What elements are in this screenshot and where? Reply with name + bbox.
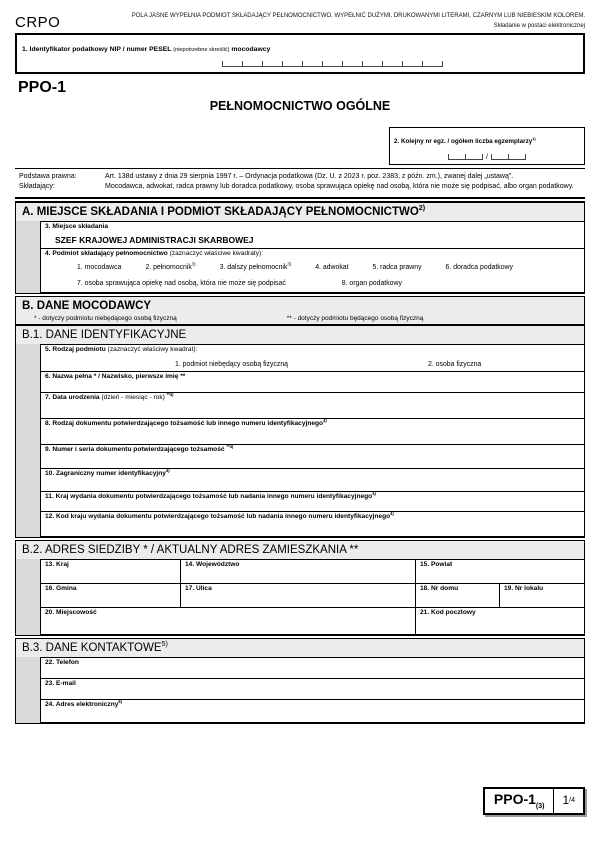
field-5-rodzaj-podmiotu (40, 344, 584, 372)
field-8-rodzaj-dokumentu[interactable] (40, 418, 584, 445)
option-pelnomocnik[interactable]: 2. pełnomocnik$^{3)}$ (145, 261, 196, 272)
option-dalszy-pelnomocnik[interactable]: 3. dalszy pełnomocnik$^{3)}$ (219, 261, 292, 272)
option-osoba-sprawujaca-opieke[interactable]: 7. osoba sprawująca opiekę nad osobą, która nie może się podpisać (77, 280, 286, 288)
page-header (0, 0, 600, 32)
submitter-text: Mocodawca, adwokat, radca prawny lub doradca podatkowy, osoba sprawująca opiekę nad osobą, która nie może się podpisać, albo organ podatkowy. (105, 183, 574, 191)
section-b1-body (16, 344, 584, 537)
option-mocodawca[interactable]: 1. mocodawca (77, 264, 122, 272)
footer-form-symbol: PPO-$1_{(3)}$ (485, 789, 555, 813)
field-8-label: 8. Rodzaj dokumentu potwierdzającego tożsamość lub innego numeru identyfikacyjnego$^{4)}$ (45, 417, 327, 428)
field-1-nip-pesel[interactable] (15, 33, 585, 74)
section-b1 (15, 325, 585, 538)
field-2-label: 2. Kolejny nr egz. / ogółem liczba egzemplarzy$^{1)}$ (394, 136, 536, 146)
field-4-label: 4. Podmiot składający pełnomocnictwo (zaznaczyć właściwe kwadraty): (45, 250, 264, 258)
option-podmiot-niebedacy-osoba-fizyczna[interactable]: 1. podmiot niebędący osobą fizyczną (175, 361, 288, 369)
field-21-kod-pocztowy[interactable]: 21. Kod pocztowy (416, 608, 584, 634)
copy-number-input-cells[interactable]: / (394, 154, 580, 160)
section-b1-title: B.1. DANE IDENTYFIKACYJNE (16, 326, 584, 344)
section-b3 (15, 638, 585, 724)
legal-basis-label: Podstawa prawna: (19, 173, 77, 181)
section-a-title: A. MIEJSCE SKŁADANIA I PODMIOT SKŁADAJĄCY PEŁNOMOCNICTWO$^{2)}$ (16, 203, 584, 221)
field-1-label: 1. Identyfikator podatkowy NIP / numer PESEL (niepotrzebne skreślić) mocodawcy (22, 46, 271, 54)
field-18-nr-domu[interactable]: 18. Nr domu (416, 584, 499, 607)
section-b (15, 296, 585, 325)
option-adwokat[interactable]: 4. adwokat (315, 264, 349, 272)
field-24-adres-elektroniczny[interactable] (40, 699, 584, 723)
field-9-label: 9. Numer i seria dokumentu potwierdzającego tożsamość $^{**4)}$ (45, 443, 234, 454)
section-b3-title: B.3. DANE KONTAKTOWE$^{5)}$ (16, 639, 584, 657)
registry-code: CRPO (15, 14, 61, 32)
field-10-zagraniczny-numer[interactable] (40, 468, 584, 492)
field-20-miejscowosc[interactable]: 20. Miejscowość (41, 608, 415, 634)
field-12-label: 12. Kod kraju wydania dokumentu potwierdzającego tożsamość lub nadania innego numeru identyfikacyjnego$^{4)}$ (45, 510, 394, 521)
field-5-options (45, 355, 580, 372)
field-7-data-urodzenia[interactable] (40, 392, 584, 419)
field-19-nr-lokalu[interactable]: 19. Nr lokalu (500, 584, 584, 607)
field-16-gmina[interactable]: 16. Gmina (41, 584, 180, 607)
section-b3-body (16, 657, 584, 723)
option-osoba-fizyczna[interactable]: 2. osoba fizyczna (428, 361, 482, 369)
option-radca-prawny[interactable]: 5. radca prawny (372, 264, 422, 272)
field-7-label: 7. Data urodzenia (dzień - miesiąc - rok) $^{**4)}$ (45, 391, 174, 402)
fill-instructions-line1: POLA JASNE WYPEŁNIA PODMIOT SKŁADAJĄCY PEŁNOMOCNICTWO. WYPEŁNIĆ DUŻYMI, DRUKOWANYMI LITERAMI, CZARNYM LUB NIEBIESKIM KOLOREM. (131, 13, 585, 19)
field-24-label: 24. Adres elektroniczny$^{6)}$ (45, 698, 123, 709)
legal-basis-text: Art. 138d ustawy z dnia 29 sierpnia 1997 r. – Ordynacja podatkowa (Dz. U. z 2023 r. poz. 2383, z późn. zm.), zwanej dalej „ustawą”. (105, 173, 514, 181)
submitter-label: Składający: (19, 183, 55, 191)
field-11-kraj-wydania[interactable] (40, 491, 584, 512)
option-doradca-podatkowy[interactable]: 6. doradca podatkowy (445, 264, 513, 272)
field-4-options-row2 (45, 273, 580, 291)
field-23-email[interactable]: 23. E-mail (40, 678, 584, 700)
field-15-powiat[interactable]: 15. Powiat (416, 560, 584, 583)
field-6-nazwa-pelna[interactable]: 6. Nazwa pełna * / Nazwisko, pierwsze imię ** (40, 371, 584, 393)
section-b-title: B. DANE MOCODAWCY (16, 297, 584, 315)
field-2-copy-number[interactable] (389, 127, 585, 165)
field-13-kraj[interactable]: 13. Kraj (41, 560, 180, 583)
section-b-notes (16, 315, 584, 324)
footer-page-number: 1 /4 (562, 793, 575, 808)
nip-pesel-input-cells[interactable] (222, 61, 578, 67)
field-9-numer-seria-dokumentu[interactable] (40, 444, 584, 469)
section-b2-title: B.2. ADRES SIEDZIBY * / AKTUALNY ADRES ZAMIESZKANIA ** (16, 541, 584, 559)
fill-instructions (132, 12, 585, 31)
note-double-star: ** - dotyczy podmiotu będącego osobą fizyczną (286, 315, 424, 323)
note-single-star: * - dotyczy podmiotu niebędącego osobą fizyczną (34, 315, 177, 323)
form-symbol: PPO-1 (18, 79, 67, 97)
section-b2-body (16, 559, 584, 635)
field-3-value: SZEF KRAJOWEJ ADMINISTRACJI SKARBOWEJ (55, 235, 254, 246)
field-22-telefon[interactable]: 22. Telefon (40, 657, 584, 679)
option-organ-podatkowy[interactable]: 8. organ podatkowy (341, 280, 402, 288)
page-footer (483, 787, 585, 815)
section-a (15, 202, 585, 294)
form-title: PEŁNOMOCNICTWO OGÓLNE (209, 99, 391, 114)
field-4-podmiot-skladajacy (40, 248, 584, 293)
field-5-label: 5. Rodzaj podmiotu (zaznaczyć właściwy kwadrat): (45, 346, 198, 354)
address-grid (40, 559, 584, 635)
field-14-wojewodztwo[interactable]: 14. Województwo (181, 560, 415, 583)
field-12-kod-kraju[interactable] (40, 511, 584, 537)
field-11-label: 11. Kraj wydania dokumentu potwierdzającego tożsamość lub nadania innego numeru identyfikacyjnego$^{4)}$ (45, 490, 376, 501)
field-17-ulica[interactable]: 17. Ulica (181, 584, 415, 607)
fill-instructions-line2: Składanie w postaci elektronicznej (493, 22, 585, 29)
field-4-options-row1 (45, 259, 580, 273)
section-b2 (15, 540, 585, 636)
section-a-body (16, 221, 584, 293)
legal-basis (15, 168, 585, 195)
field-3-miejsce-skladania[interactable]: 3. Miejsce składania SZEF KRAJOWEJ ADMINISTRACJI SKARBOWEJ (40, 221, 584, 249)
field-10-label: 10. Zagraniczny numer identyfikacyjny$^{4)}$ (45, 467, 170, 478)
